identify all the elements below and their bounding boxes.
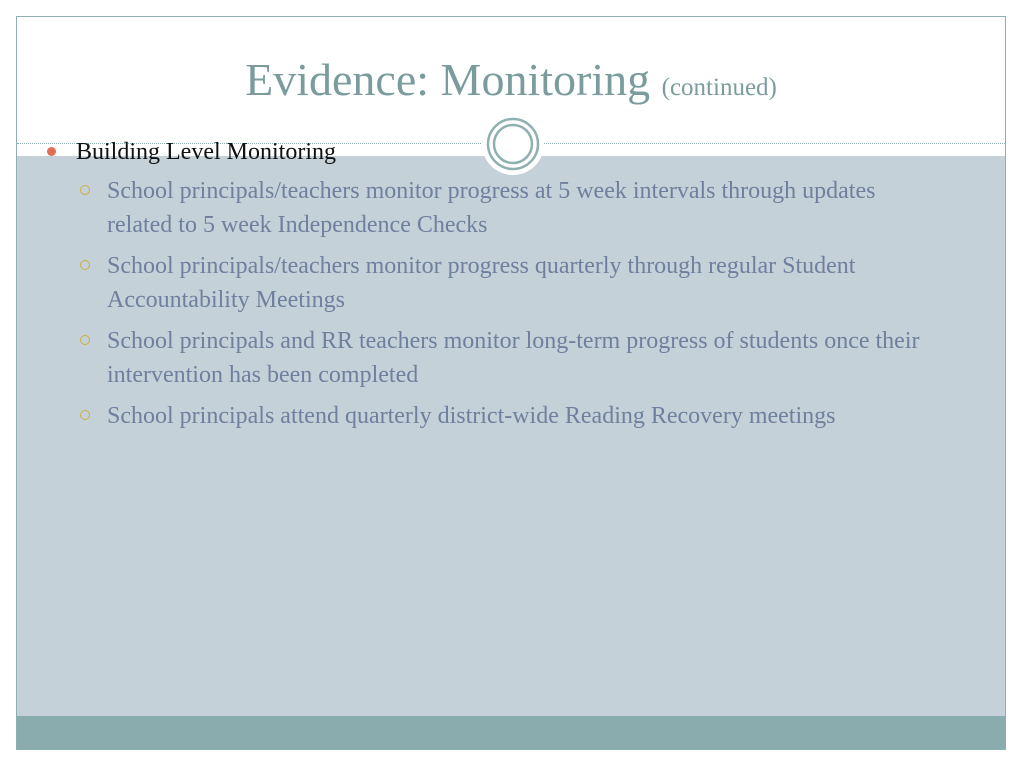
- footer-band: [17, 716, 1005, 750]
- slide-content: [45, 135, 945, 440]
- hollow-circle-bullet-icon: [80, 335, 90, 345]
- sub-bullet-item: [45, 174, 945, 242]
- sub-bullet-text: School principals/teachers monitor progress quarterly through regular Student Accountability Meetings: [107, 253, 856, 313]
- slide-title-main: Evidence: Monitoring: [245, 54, 651, 105]
- sub-bullet-item: [45, 324, 945, 392]
- hollow-circle-bullet-icon: [80, 260, 90, 270]
- sub-bullet-item: [45, 249, 945, 317]
- bullet-level1-text: Building Level Monitoring: [76, 139, 336, 165]
- hollow-circle-bullet-icon: [80, 410, 90, 420]
- hollow-circle-bullet-icon: [80, 185, 90, 195]
- sub-bullet-text: School principals attend quarterly district-wide Reading Recovery meetings: [107, 403, 836, 429]
- bullet-level1: [45, 135, 945, 169]
- sub-bullet-text: School principals and RR teachers monitor long-term progress of students once their intervention has been completed: [107, 328, 920, 388]
- slide-title-sub: (continued): [661, 74, 777, 101]
- sub-bullet-list: [45, 174, 945, 433]
- sub-bullet-item: [45, 399, 945, 433]
- slide-title: [17, 55, 1005, 113]
- sub-bullet-text: School principals/teachers monitor progress at 5 week intervals through updates related to 5 week Independence Checks: [107, 178, 876, 238]
- filled-dot-bullet-icon: [47, 147, 56, 156]
